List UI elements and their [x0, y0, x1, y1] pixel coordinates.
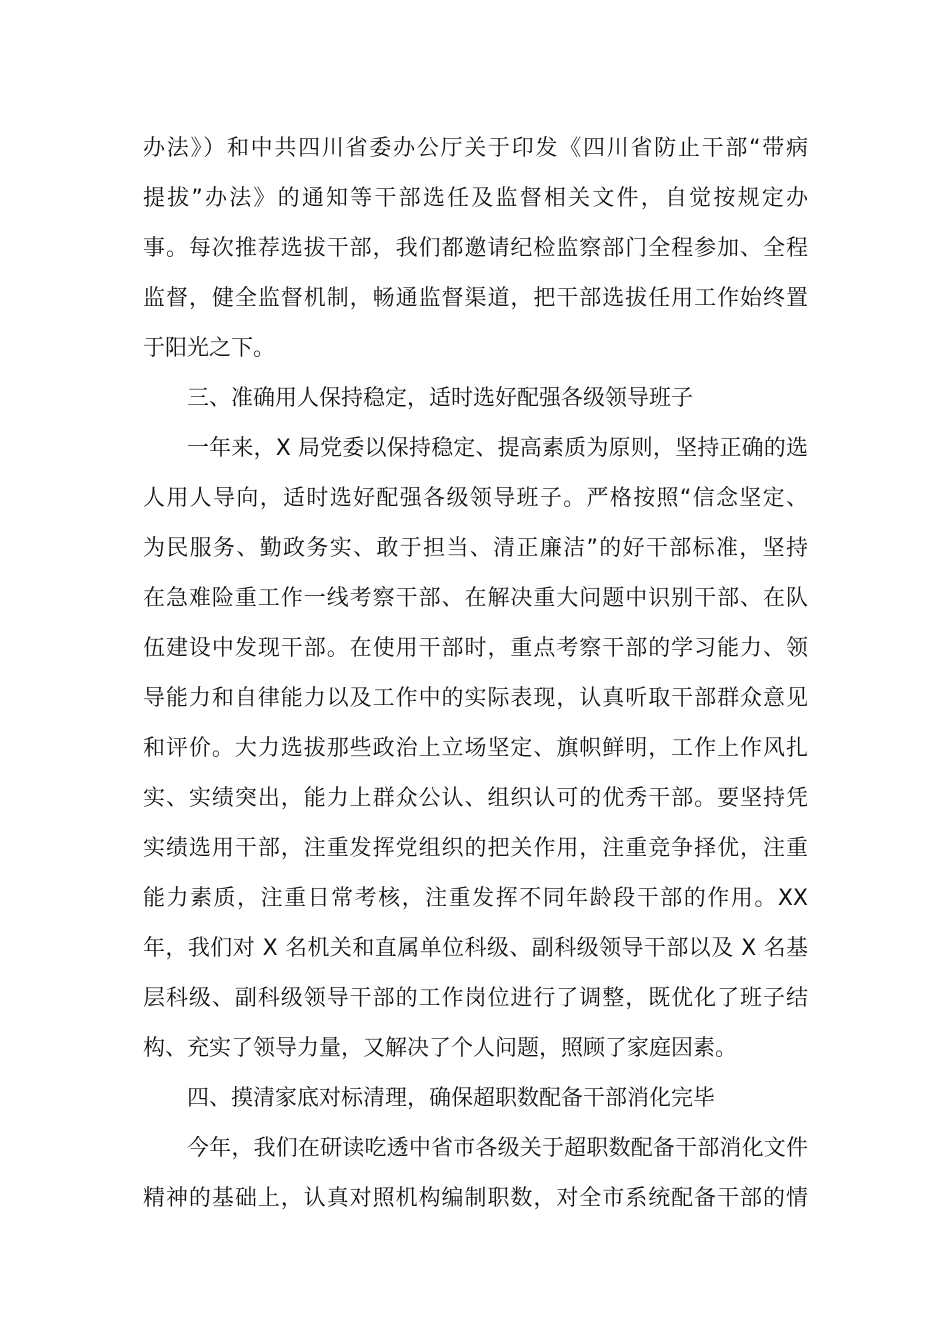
text-line: 为民服务、勤政务实、敢于担当、清正廉洁”的好干部标准，坚持 [143, 536, 808, 561]
text-line: 一年来，X 局党委以保持稳定、提高素质为原则，坚持正确的选 [187, 436, 808, 461]
text-line: 年，我们对 X 名机关和直属单位科级、副科级领导干部以及 X 名基 [143, 936, 808, 961]
text-line: 精神的基础上，认真对照机构编制职数，对全市系统配备干部的情 [143, 1186, 808, 1211]
text-line: 实绩选用干部，注重发挥党组织的把关作用，注重竞争择优，注重 [143, 836, 808, 861]
text-line: 实、实绩突出，能力上群众公认、组织认可的优秀干部。要坚持凭 [143, 786, 808, 811]
section-heading: 四、摸清家底对标清理，确保超职数配备干部消化完毕 [187, 1086, 716, 1111]
text-line: 于阳光之下。 [143, 336, 276, 361]
text-line: 能力素质，注重日常考核，注重发挥不同年龄段干部的作用。XX [143, 886, 808, 911]
text-line: 在急难险重工作一线考察干部、在解决重大问题中识别干部、在队 [143, 586, 808, 611]
text-line: 构、充实了领导力量，又解决了个人问题，照顾了家庭因素。 [143, 1036, 738, 1061]
text-line: 伍建设中发现干部。在使用干部时，重点考察干部的学习能力、领 [143, 636, 808, 661]
text-line: 人用人导向，适时选好配强各级领导班子。严格按照“信念坚定、 [143, 486, 808, 511]
text-line: 提拔”办法》的通知等干部选任及监督相关文件，自觉按规定办 [143, 186, 808, 211]
text-line: 和评价。大力选拔那些政治上立场坚定、旗帜鲜明，工作上作风扎 [143, 736, 808, 761]
text-line: 导能力和自律能力以及工作中的实际表现，认真听取干部群众意见 [143, 686, 808, 711]
section-heading: 三、准确用人保持稳定，适时选好配强各级领导班子 [187, 386, 694, 411]
text-line: 层科级、副科级领导干部的工作岗位进行了调整，既优化了班子结 [143, 986, 808, 1011]
text-line: 监督，健全监督机制，畅通监督渠道，把干部选拔任用工作始终置 [143, 286, 808, 311]
text-line: 今年，我们在研读吃透中省市各级关于超职数配备干部消化文件 [187, 1136, 808, 1161]
text-line: 事。每次推荐选拔干部，我们都邀请纪检监察部门全程参加、全程 [143, 236, 808, 261]
text-line: 办法》）和中共四川省委办公厅关于印发《四川省防止干部“带病 [143, 136, 808, 161]
